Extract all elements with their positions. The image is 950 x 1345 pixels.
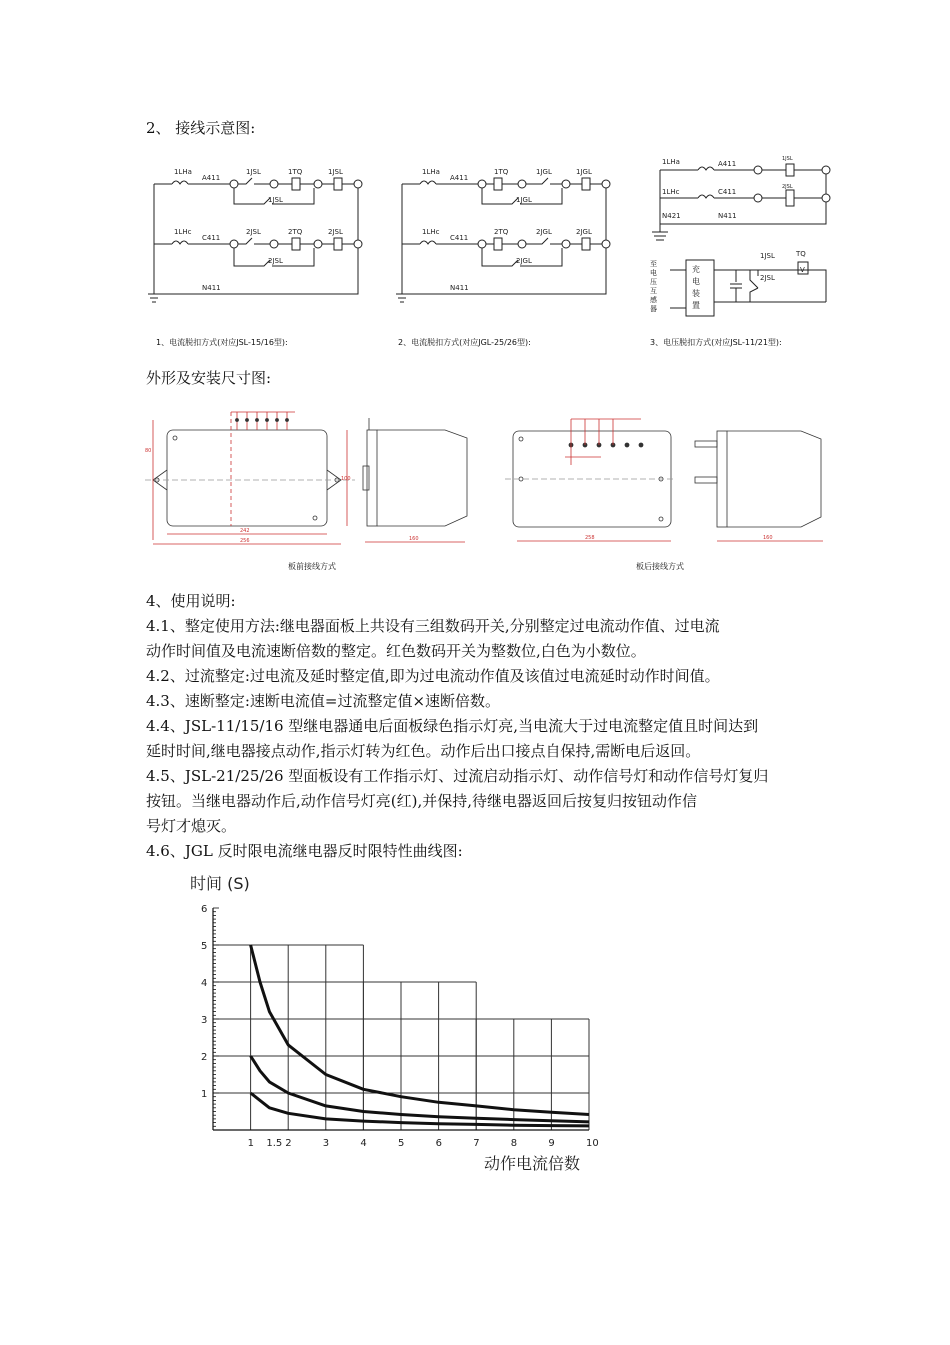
back-caption: 板后接线方式 <box>636 562 684 571</box>
d3-c-ct: 1LHc <box>662 188 680 196</box>
wiring-diagram-2 <box>396 160 618 305</box>
d3-r1: 1JSL <box>760 252 775 260</box>
chart-xlabel: 动作电流倍数 <box>484 1154 581 1173</box>
instruction-line: 按钮。当继电器动作后,动作信号灯亮(红),并保持,待继电器返回后按复归按钮动作信 <box>146 792 698 810</box>
d2-c-ct: 1LHc <box>422 228 440 236</box>
d2-c-relay: 2TQ <box>494 228 509 236</box>
front-dim-w2: 256 <box>240 538 250 544</box>
x-tick-label: 8 <box>510 1138 518 1149</box>
section-2-heading: 2、 接线示意图: <box>146 119 256 137</box>
inverse-time-curve-chart <box>170 865 620 1180</box>
d2-c-wire: C411 <box>450 234 469 242</box>
x-tick-label: 4 <box>360 1138 367 1149</box>
d3-a-relay: 1JSL <box>782 156 793 162</box>
front-wiring-outline <box>145 400 485 550</box>
d1-a-relay2: 1JSL <box>328 168 343 176</box>
y-tick-label: 2 <box>201 1052 208 1063</box>
d3-r2: 2JSL <box>760 274 775 282</box>
y-tick-label: 1 <box>201 1089 208 1100</box>
d1-c-sub: 2JSL <box>268 257 283 265</box>
d3-tq: TQ <box>796 250 806 258</box>
d1-a-tq: 1TQ <box>288 168 303 176</box>
d2-c-tq: 2JGL <box>536 228 552 236</box>
d3-charger-label: 充电装置 <box>692 265 700 310</box>
y-tick-label: 4 <box>201 978 208 989</box>
d3-a-ct: 1LHa <box>662 158 680 166</box>
d1-c-tq: 2TQ <box>288 228 303 236</box>
y-tick-label: 6 <box>201 904 208 915</box>
d1-n-wire: N411 <box>202 284 221 292</box>
diagram-3-caption: 3、电压脱扣方式(对应JSL-11/21型): <box>650 338 782 347</box>
chart-ylabel: 时间 (S) <box>190 874 250 893</box>
front-dim-w1: 242 <box>240 528 250 534</box>
d3-c-relay: 2JSL <box>782 184 793 190</box>
instruction-line: 号灯才熄灭。 <box>146 817 237 835</box>
back-dim-w1: 258 <box>585 535 595 541</box>
d3-n-wire2: N411 <box>718 212 737 220</box>
d2-c-relay2: 2JGL <box>576 228 592 236</box>
d3-vt-label: 至电压互感器 <box>650 260 657 313</box>
wiring-diagram-3 <box>640 152 840 322</box>
back-wiring-outline <box>505 405 835 550</box>
instruction-line: 4.4、JSL-11/15/16 型继电器通电后面板绿色指示灯亮,当电流大于过电流整定值且时间达到 <box>146 717 759 735</box>
section-4-heading: 4、使用说明: <box>146 592 236 610</box>
d1-a-ct: 1LHa <box>174 168 192 176</box>
front-dim-h: 80 <box>145 448 152 454</box>
d1-c-ct: 1LHc <box>174 228 192 236</box>
y-tick-label: 5 <box>201 941 208 952</box>
x-tick-label: 5 <box>398 1138 405 1149</box>
d2-a-wire: A411 <box>450 174 469 182</box>
d1-a-relay: 1JSL <box>246 168 261 176</box>
d2-a-tq: 1JGL <box>536 168 552 176</box>
x-tick-label: 9 <box>548 1138 555 1149</box>
x-tick-label: 6 <box>435 1138 442 1149</box>
x-tick-label: 2 <box>285 1138 292 1149</box>
x-tick-label: 1.5 <box>266 1138 283 1149</box>
diagram-1-caption: 1、电流脱扣方式(对应JSL-15/16型): <box>156 338 288 347</box>
instruction-line: 4.1、整定使用方法:继电器面板上共设有三组数码开关,分别整定过电流动作值、过电流 <box>146 617 720 635</box>
d2-a-relay: 1TQ <box>494 168 509 176</box>
instruction-line: 4.6、JGL 反时限电流继电器反时限特性曲线图: <box>146 842 463 860</box>
instruction-line: 延时时间,继电器接点动作,指示灯转为红色。动作后出口接点自保持,需断电后返回。 <box>146 742 701 760</box>
wiring-diagram-1 <box>148 160 370 305</box>
d1-a-wire: A411 <box>202 174 221 182</box>
d2-c-sub: 2JGL <box>516 257 532 265</box>
instruction-line: 4.5、JSL-21/25/26 型面板设有工作指示灯、过流启动指示灯、动作信号灯和动作信号灯复归 <box>146 767 769 785</box>
curve-series-1 <box>251 945 589 1115</box>
d1-c-relay: 2JSL <box>246 228 261 236</box>
instruction-line: 4.2、过流整定:过电流及延时整定值,即为过电流动作值及该值过电流延时动作时间值。 <box>146 667 720 685</box>
front-caption: 板前接线方式 <box>288 562 336 571</box>
diagram-2-caption: 2、电流脱扣方式(对应JGL-25/26型): <box>398 338 531 347</box>
x-tick-label: 3 <box>322 1138 330 1149</box>
x-tick-label: 10 <box>586 1138 599 1149</box>
d2-a-ct: 1LHa <box>422 168 440 176</box>
d1-c-relay2: 2JSL <box>328 228 343 236</box>
d3-v: V <box>800 266 805 274</box>
d2-a-sub: 1JGL <box>516 196 532 204</box>
section-3-heading: 外形及安装尺寸图: <box>146 369 272 387</box>
instruction-line: 动作时间值及电流速断倍数的整定。红色数码开关为整数位,白色为小数位。 <box>146 642 646 660</box>
back-dim-d: 160 <box>763 535 773 541</box>
x-tick-label: 7 <box>473 1138 480 1149</box>
d3-a-wire: A411 <box>718 160 737 168</box>
instruction-line: 4.3、速断整定:速断电流值=过流整定值×速断倍数。 <box>146 692 501 710</box>
d1-a-sub: 1JSL <box>268 196 283 204</box>
d2-n-wire: N411 <box>450 284 469 292</box>
d1-c-wire: C411 <box>202 234 221 242</box>
x-tick-label: 1 <box>247 1138 254 1149</box>
front-dim-d: 160 <box>409 536 419 542</box>
d3-c-wire: C411 <box>718 188 737 196</box>
usage-instructions <box>146 614 826 864</box>
front-dim-h2: 100 <box>341 476 351 482</box>
d3-n-wire1: N421 <box>662 212 681 220</box>
d2-a-relay2: 1JGL <box>576 168 592 176</box>
y-tick-label: 3 <box>201 1015 208 1026</box>
